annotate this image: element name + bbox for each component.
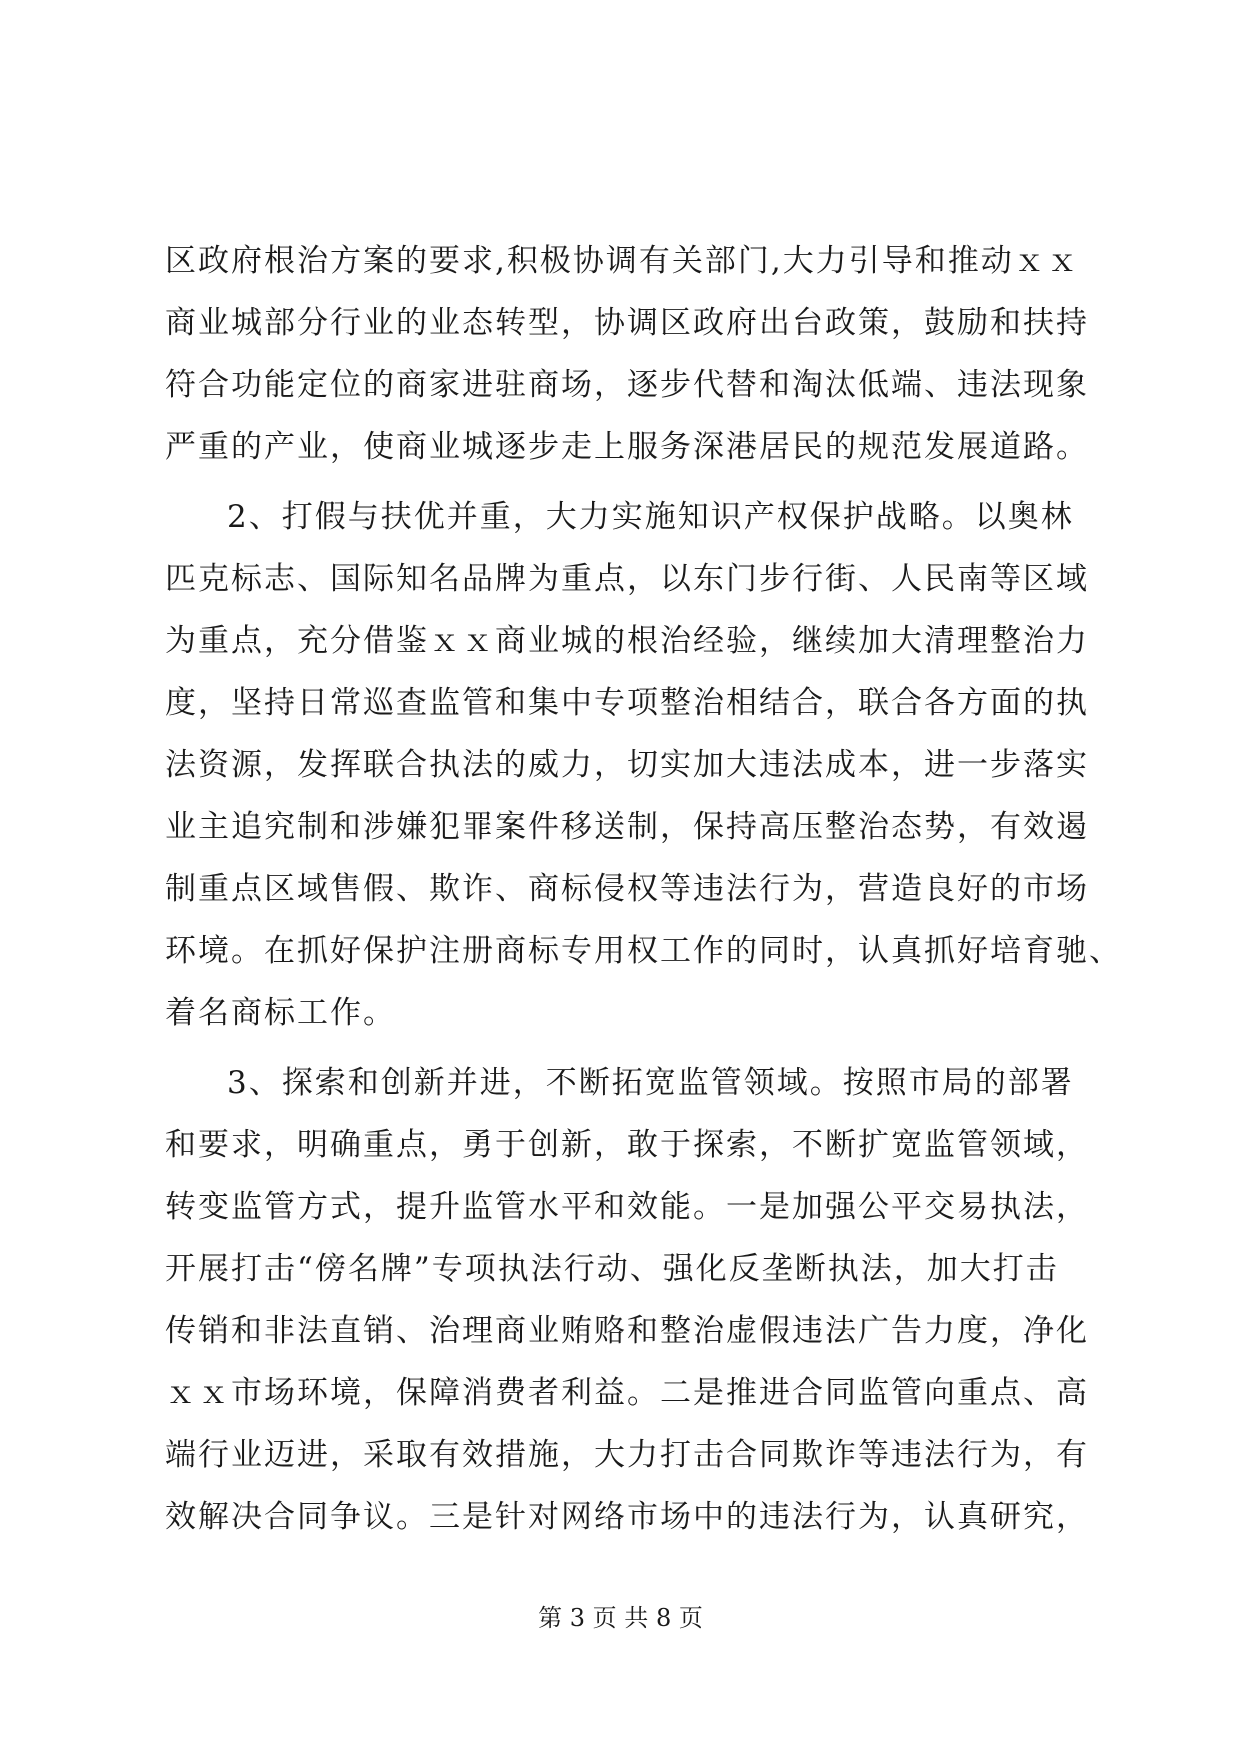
paragraph-line: 匹克标志、国际知名品牌为重点，以东门步行街、人民南等区域: [165, 561, 1089, 597]
paragraph-line: 制重点区域售假、欺诈、商标侵权等违法行为，营造良好的市场: [165, 871, 1089, 907]
paragraph-line: 和要求，明确重点，勇于创新，敢于探索，不断扩宽监管领域，: [165, 1127, 1089, 1163]
paragraph-line: 商业城部分行业的业态转型，协调区政府出台政策，鼓励和扶持: [165, 305, 1089, 341]
paragraph-line: 严重的产业，使商业城逐步走上服务深港居民的规范发展道路。: [165, 429, 1089, 465]
paragraph-line: 开展打击“傍名牌”专项执法行动、强化反垄断执法，加大打击: [165, 1251, 1059, 1287]
paragraph-line: 传销和非法直销、治理商业贿赂和整治虚假违法广告力度，净化: [165, 1313, 1089, 1349]
paragraph-line: 为重点，充分借鉴ｘｘ商业城的根治经验，继续加大清理整治力: [165, 623, 1089, 659]
paragraph-line: 3、探索和创新并进，不断拓宽监管领域。按照市局的部署: [227, 1065, 1074, 1101]
paragraph-line: 法资源，发挥联合执法的威力，切实加大违法成本，进一步落实: [165, 747, 1089, 783]
paragraph-line: 着名商标工作。: [165, 995, 396, 1031]
paragraph-line: 效解决合同争议。三是针对网络市场中的违法行为，认真研究，: [165, 1499, 1089, 1535]
paragraph-line: 转变监管方式，提升监管水平和效能。一是加强公平交易执法，: [165, 1189, 1089, 1225]
paragraph-line: 区政府根治方案的要求,积极协调有关部门,大力引导和推动ｘｘ: [165, 243, 1080, 279]
page-number-footer: 第 3 页 共 8 页: [538, 1604, 703, 1632]
paragraph-line: 环境。在抓好保护注册商标专用权工作的同时，认真抓好培育驰、: [165, 933, 1122, 969]
paragraph-line: 业主追究制和涉嫌犯罪案件移送制，保持高压整治态势，有效遏: [165, 809, 1089, 845]
paragraph-line: 符合功能定位的商家进驻商场，逐步代替和淘汰低端、违法现象: [165, 367, 1089, 403]
paragraph-line: 端行业迈进，采取有效措施，大力打击合同欺诈等违法行为，有: [165, 1437, 1089, 1473]
paragraph-line: ｘｘ市场环境，保障消费者利益。二是推进合同监管向重点、高: [165, 1375, 1089, 1411]
paragraph-line: 度，坚持日常巡查监管和集中专项整治相结合，联合各方面的执: [165, 685, 1089, 721]
paragraph-line: 2、打假与扶优并重，大力实施知识产权保护战略。以奥林: [227, 499, 1074, 535]
